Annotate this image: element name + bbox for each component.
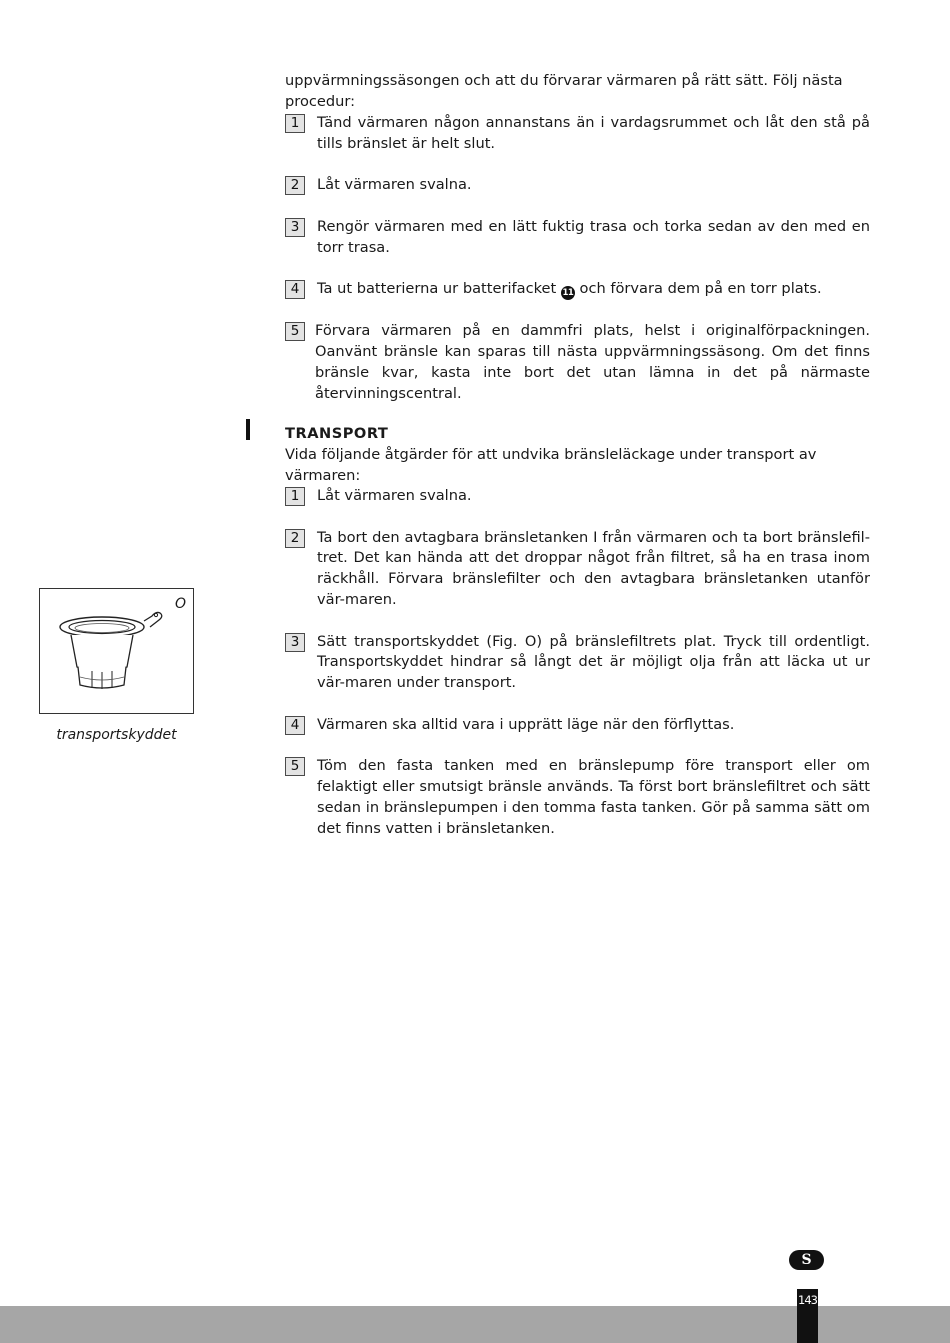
list-item (285, 715, 870, 736)
step-number: 4 (285, 280, 305, 299)
language-badge: S (789, 1250, 824, 1270)
step-text: Låt värmaren svalna. (317, 487, 472, 504)
step-number: 5 (285, 322, 305, 341)
step-text: Värmaren ska alltid vara i upprätt läge när den förflyttas. (317, 715, 735, 733)
step-text (317, 280, 822, 297)
figure-caption: transportskyddet (56, 727, 177, 743)
figure-transport-cap (39, 588, 194, 714)
list-item (285, 113, 870, 155)
list-item (285, 217, 870, 259)
section-marker (246, 419, 250, 440)
step-text: Töm den fasta tanken med en bränslepump före transport eller om felaktigt eller smutsigt bränsle används. Ta först bort bränslefiltret och sätt sedan in bränslepumpen i den tomma fasta tanken. Gör på samma sätt om det finns vatten i bränsletanken. (317, 757, 870, 837)
step-text: Sätt transportskyddet (Fig. O) på bränslefiltrets plat. Tryck till ordentligt. Transportskyddet hindrar så långt det är möjligt olja från att läcka ut ur vär-maren under transport. (317, 632, 870, 692)
page-number: 143 (797, 1289, 818, 1343)
step-number: 4 (285, 716, 305, 735)
step-text-after: och förvara dem på en torr plats. (574, 280, 822, 298)
step-number: 2 (285, 176, 305, 195)
list-item (285, 175, 870, 196)
list-item (285, 321, 870, 404)
list-item (285, 756, 870, 839)
list-item (285, 632, 870, 694)
step-text: Rengör värmaren med en lätt fuktig trasa och torka sedan av den med en torr trasa. (317, 217, 870, 256)
step-text: Tänd värmaren någon annanstans än i vardagsrummet och låt den stå på tills bränslet är helt slut. (317, 114, 870, 152)
storage-steps (285, 113, 870, 425)
section-intro: Vida följande åtgärder för att undvika bränsleläckage under transport av värmaren: (285, 446, 817, 484)
list-item (285, 486, 870, 507)
step-number: 5 (285, 757, 305, 776)
step-number: 3 (285, 633, 305, 652)
list-item (285, 528, 870, 611)
step-text: Förvara värmaren på en dammfri plats, helst i originalförpackningen. Oanvänt bränsle kan sparas till nästa uppvärmningssäsong. Om det finns bränsle kvar, kasta inte bort det utan lämna in det på närmaste återvinningscentral. (315, 322, 870, 402)
figure-label: O (174, 596, 186, 612)
intro-text: uppvärmningssäsongen och att du förvarar värmaren på rätt sätt. Följ nästa procedur: (285, 72, 843, 110)
battery-compartment-badge: 11 (562, 288, 574, 299)
step-number: 1 (285, 487, 305, 506)
step-text: Låt värmaren svalna. (317, 176, 472, 194)
section-title: TRANSPORT (285, 425, 389, 442)
step-text-before: Ta ut batterierna ur batterifacket (317, 280, 561, 298)
step-number: 1 (285, 114, 305, 133)
transport-steps (285, 486, 870, 860)
transport-cap-illustration (40, 589, 193, 713)
step-number: 3 (285, 218, 305, 237)
list-item (285, 279, 870, 300)
step-text: Ta bort den avtagbara bränsletanken I från värmaren och ta bort bränslefil-tret. Det kan hända att det droppar något från filtret, så ha en trasa inom räckhåll. Förvara bränslefilter och den avtagbara bränsletanken utanför vär-maren. (317, 528, 870, 608)
step-number: 2 (285, 529, 305, 548)
